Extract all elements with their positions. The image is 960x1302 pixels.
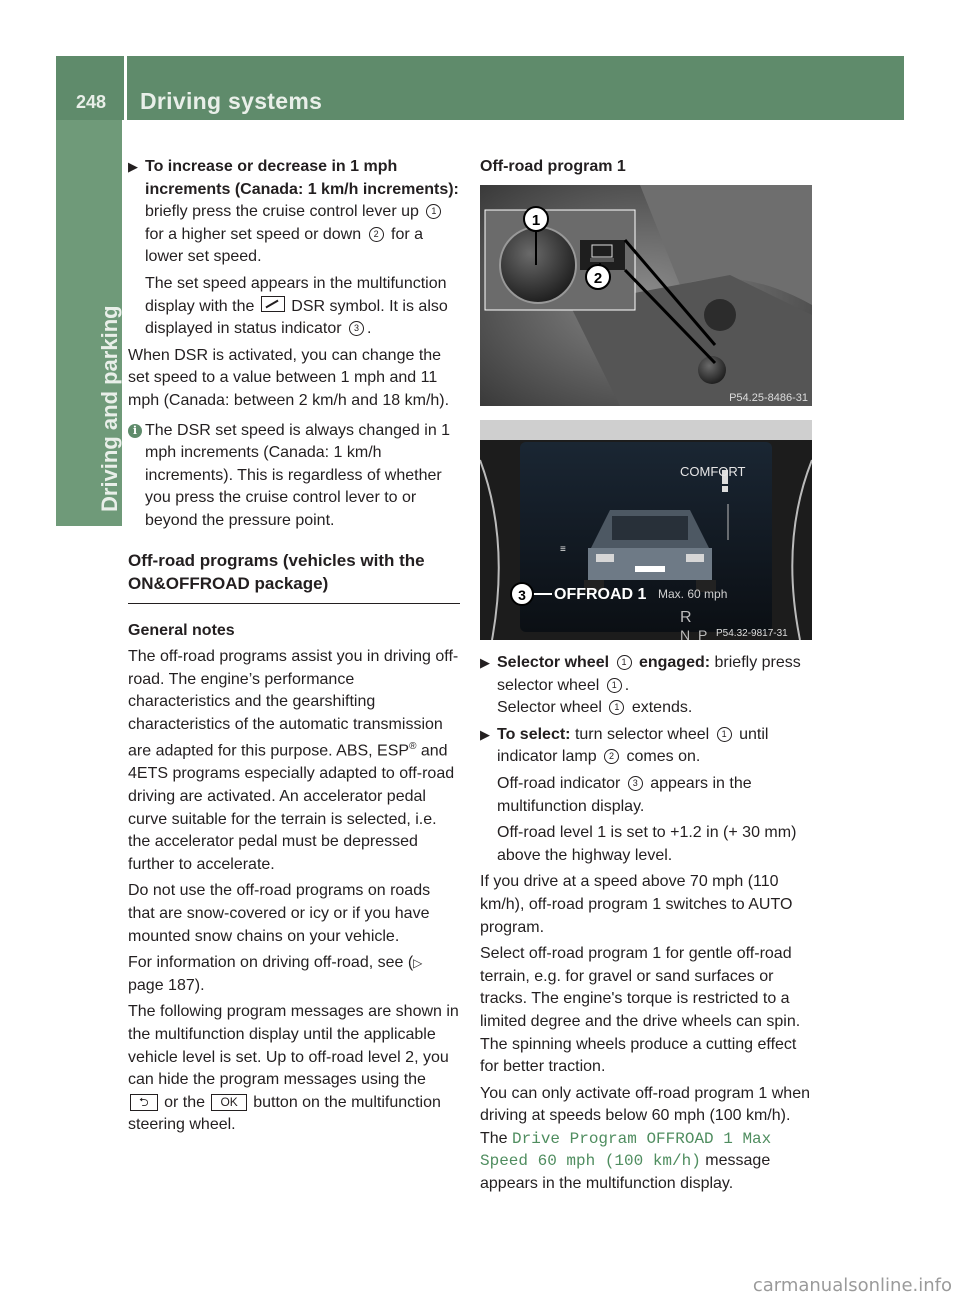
heading-offroad-programs: Off-road programs (vehicles with the ON&OFFROAD package) xyxy=(128,549,460,604)
display-message: Drive Program OFFROAD 1 Max Speed 60 mph (100 km/h) xyxy=(480,1129,772,1171)
step-arrow-icon: ▶ xyxy=(128,159,138,174)
page-ref-arrow-icon: ▷ xyxy=(413,956,423,971)
side-tab-label: Driving and parking xyxy=(97,305,122,512)
max-speed-label: Max. 60 mph xyxy=(658,587,728,601)
step-selector-engaged: ▶ Selector wheel 1 engaged: briefly press selector wheel 1 . xyxy=(480,654,801,694)
callout-1-icon: 1 xyxy=(617,655,632,670)
info-note: i The DSR set speed is always changed in 1 mph increments (Canada: 1 km/h increments). This is regardless of whether you press the cruise control lever to or beyond the pressure point. xyxy=(128,420,460,533)
svg-text:≡: ≡ xyxy=(560,544,566,555)
paragraph-dsr-range: When DSR is activated, you can change the set speed to a value between 1 mph and 11 mph (Canada: between 2 km/h and 18 km/h). xyxy=(128,346,450,409)
gear-r: R xyxy=(680,609,692,626)
instruction-increase-decrease: ▶ To increase or decrease in 1 mph increments (Canada: 1 km/h increments): briefly press the cruise control lever up 1 for a higher set speed or down 2 for a lower set speed. xyxy=(128,158,459,266)
callout-1-icon: 1 xyxy=(426,204,441,219)
callout-3-icon: 3 xyxy=(628,776,643,791)
multifunction-display-photo xyxy=(480,420,812,640)
selector-extends-note: Selector wheel 1 extends. xyxy=(497,699,693,717)
gear-p: P xyxy=(698,627,708,640)
callout-1-icon: 1 xyxy=(609,700,624,715)
step-arrow-icon: ▶ xyxy=(480,655,490,670)
photo1-callout-2: 2 xyxy=(593,270,603,287)
step-arrow-icon: ▶ xyxy=(480,726,490,742)
back-button-icon: ⮌ xyxy=(130,1094,158,1111)
callout-1-icon: 1 xyxy=(607,678,622,693)
page-number: 248 xyxy=(75,92,107,112)
paragraph-see-page: For information on driving off-road, see (▷ page 187). xyxy=(128,954,423,994)
ok-button-icon: OK xyxy=(211,1094,246,1111)
offroad-indicator-note: Off-road indicator 3 appears in the multifunction display. xyxy=(497,774,752,815)
dsr-symbol-icon xyxy=(261,296,285,312)
callout-2-icon: 2 xyxy=(369,227,384,242)
photo1-code: P54.25-8486-31 xyxy=(729,392,808,404)
step-to-select: ▶ To select: turn selector wheel 1 until indicator lamp 2 comes on. xyxy=(480,725,769,766)
header-divider xyxy=(124,56,127,120)
photo1-callout-1: 1 xyxy=(531,212,541,229)
offroad-program-1-title: Off-road program 1 xyxy=(480,158,626,175)
photo2-callout-3: 3 xyxy=(518,587,526,603)
gear-n: N xyxy=(680,627,691,640)
selector-wheel-photo xyxy=(480,185,812,406)
info-icon: i xyxy=(128,424,142,438)
paragraph-program-messages: The following program messages are shown in the multifunction display until the applicable vehicle level is set. Up to off-road level 2, you can hide the program messages using the ⮌ or the OK button on the multifunction steering wheel. xyxy=(128,1003,459,1134)
subheading-general-notes: General notes xyxy=(128,621,235,639)
offroad-level-note: Off-road level 1 is set to +1.2 in (+ 30 mm) above the highway level. xyxy=(497,824,797,864)
photo2-code: P54.32-9817-31 xyxy=(716,628,788,639)
left-column xyxy=(128,156,460,1137)
callout-1-icon: 1 xyxy=(717,727,732,742)
comfort-label: COMFORT xyxy=(680,464,746,479)
section-title: Driving systems xyxy=(140,88,323,114)
paragraph-offroad-intro: The off-road programs assist you in driving off-road. The engine’s performance characteristics and the gearshifting characteristics of the automatic transmission are adapted for this purpose. ABS, ESP® and 4ETS programs especially adapted to off-road driving are activated. An accelerator pedal curve suitable for the terrain is selected, i.e. the accelerator pedal must be depressed further to accelerate. xyxy=(128,648,459,873)
instruction-title: To increase or decrease in 1 mph increments (Canada: 1 km/h increments): xyxy=(145,158,459,198)
right-column-text xyxy=(480,652,814,1196)
offroad-indicator-label: OFFROAD 1 xyxy=(554,586,647,603)
instruction-note: The set speed appears in the multifunction display with the DSR symbol. It is also displayed in status indicator 3 . xyxy=(145,274,448,338)
watermark: carmanualsonline.info xyxy=(752,1275,952,1296)
paragraph-warning-snow: Do not use the off-road programs on roads that are snow-covered or icy or if you have mounted snow chains on your vehicle. xyxy=(128,882,431,945)
callout-2-icon: 2 xyxy=(604,749,619,764)
paragraph-auto-switch: If you drive at a speed above 70 mph (110 km/h), off-road program 1 switches to AUTO program. xyxy=(480,873,793,936)
callout-3-icon: 3 xyxy=(349,321,364,336)
paragraph-activation-limit: You can only activate off-road program 1 when driving at speeds below 60 mph (100 km/h). The Drive Program OFFROAD 1 Max Speed 60 mph (100 km/h) message appears in the multifunction display. xyxy=(480,1084,810,1193)
paragraph-gentle-terrain: Select off-road program 1 for gentle off-road terrain, e.g. for gravel or sand surfaces or tracks. The engine's torque is restricted to a limited degree and the drive wheels can spin. The spinning wheels produce a cutting effect for better traction. xyxy=(480,945,801,1076)
right-column xyxy=(480,156,814,179)
